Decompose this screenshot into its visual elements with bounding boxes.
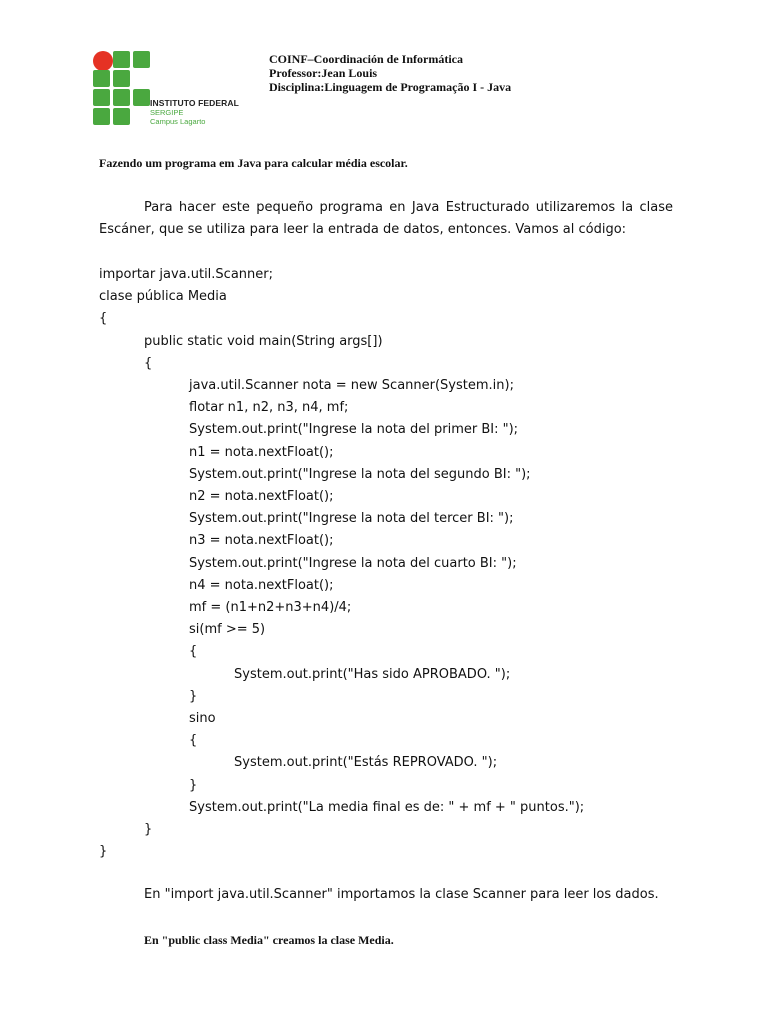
code-line: System.out.print("Ingrese la nota del segundo BI: "); — [189, 466, 531, 482]
logo-square — [93, 108, 110, 125]
code-line: System.out.print("La media final es de: " + mf + " puntos."); — [189, 799, 585, 815]
logo-square — [113, 89, 130, 106]
code-line: n2 = nota.nextFloat(); — [189, 489, 334, 505]
code-listing — [99, 264, 584, 863]
explanation-text: En "import java.util.Scanner" importamos la clase Scanner para leer los dados. — [144, 887, 659, 902]
code-line: } — [144, 822, 153, 838]
explanation-paragraph — [99, 884, 673, 906]
logo-square — [93, 70, 110, 87]
institution-logo — [92, 50, 242, 130]
code-line: System.out.print("Ingrese la nota del cuarto BI: "); — [189, 555, 517, 571]
code-line: importar java.util.Scanner; — [99, 267, 273, 282]
code-line: n3 = nota.nextFloat(); — [189, 533, 334, 549]
document-header — [269, 52, 511, 94]
logo-square — [113, 70, 130, 87]
code-line: clase pública Media — [99, 289, 227, 305]
code-line: n1 = nota.nextFloat(); — [189, 444, 334, 460]
code-line: System.out.print("Has sido APROBADO. "); — [234, 666, 511, 682]
code-line: } — [189, 777, 198, 793]
intro-paragraph — [99, 197, 673, 241]
code-line: System.out.print("Ingrese la nota del primer BI: "); — [189, 422, 519, 438]
logo-square — [113, 108, 130, 125]
code-line: si(mf >= 5) — [189, 622, 266, 638]
code-line: flotar n1, n2, n3, n4, mf; — [189, 400, 349, 416]
code-line: } — [189, 688, 198, 704]
code-line: { — [144, 355, 153, 371]
code-line: } — [99, 844, 108, 860]
code-line: n4 = nota.nextFloat(); — [189, 577, 334, 593]
logo-institution-text: INSTITUTO FEDERAL — [150, 98, 239, 108]
document-title: Fazendo um programa em Java para calcular média escolar. — [99, 156, 408, 170]
code-line: System.out.print("Ingrese la nota del tercer BI: "); — [189, 511, 514, 527]
intro-text: Para hacer este pequeño programa en Java Estructurado utilizaremos la clase Escáner, que se utiliza para leer la entrada de datos, entonces. Vamos al código: — [99, 200, 673, 237]
logo-square — [113, 51, 130, 68]
logo-square — [93, 89, 110, 106]
header-coordination: COINF–Coordinación de Informática — [269, 52, 463, 66]
code-line: { — [189, 644, 198, 660]
header-professor: Professor:Jean Louis — [269, 66, 378, 80]
logo-red-dot — [93, 51, 113, 71]
final-statement: En "public class Media" creamos la clase Media. — [144, 933, 394, 947]
logo-square — [133, 89, 150, 106]
code-line: java.util.Scanner nota = new Scanner(System.in); — [189, 378, 514, 394]
logo-square — [133, 51, 150, 68]
code-line: sino — [189, 711, 216, 727]
code-line: System.out.print("Estás REPROVADO. "); — [234, 755, 498, 771]
code-line: { — [189, 733, 198, 749]
header-discipline: Disciplina:Linguagem de Programação I - Java — [269, 80, 512, 94]
logo-state-text: SERGIPE — [150, 108, 184, 117]
code-line: { — [99, 311, 108, 327]
logo-campus-text: Campus Lagarto — [150, 117, 206, 126]
code-line: public static void main(String args[]) — [144, 333, 383, 349]
code-line: mf = (n1+n2+n3+n4)/4; — [189, 600, 352, 616]
